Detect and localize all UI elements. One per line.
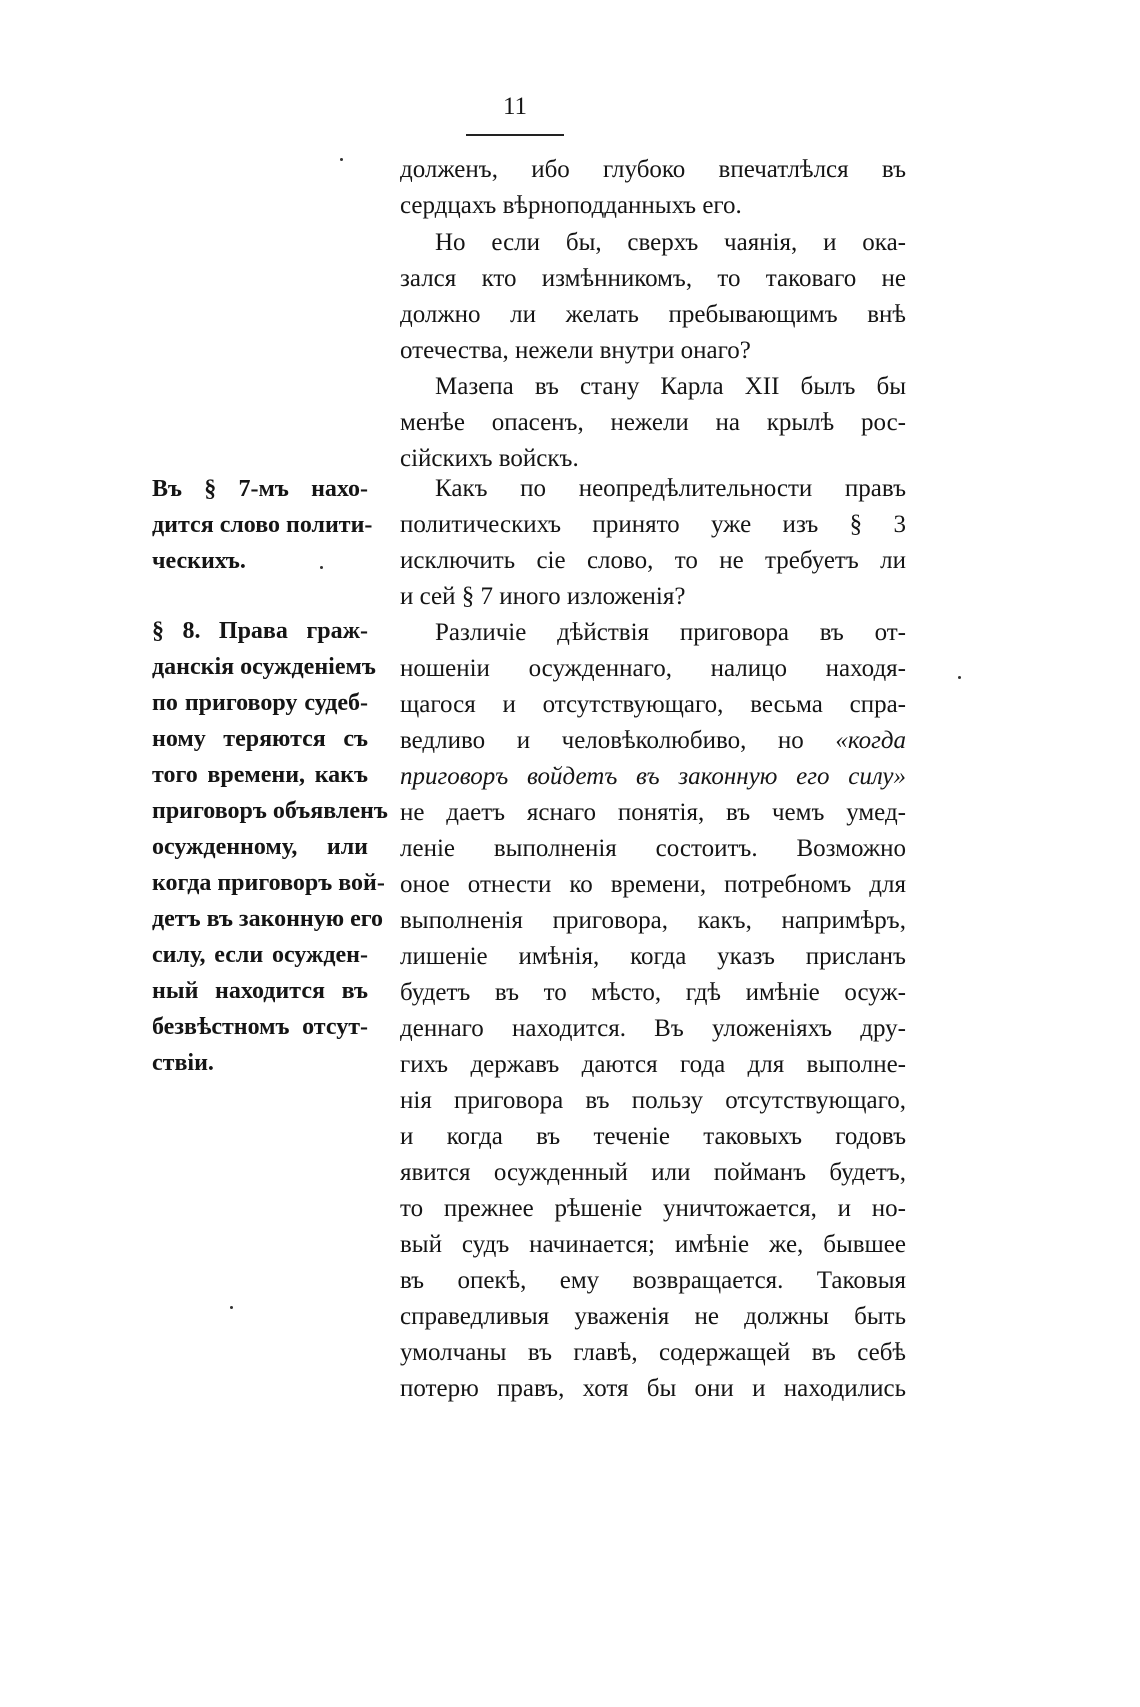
scan-speck (320, 566, 323, 569)
body-line: умолчаны въ главѣ, содержащей въ себѣ (400, 1339, 906, 1366)
margin-note-line: приговоръ объявленъ (152, 798, 388, 824)
margin-note-line: ный находится въ (152, 978, 368, 1004)
margin-note-line: осужденному, или (152, 834, 368, 860)
body-line-conj: но (777, 727, 836, 754)
body-line: щагося и отсутствующаго, весьма спра- (400, 691, 906, 718)
body-line: въ опекѣ, ему возвращается. Таковыя (400, 1267, 906, 1294)
page-number: 11 (502, 93, 528, 120)
body-line: политическихъ принято уже изъ § 3 (400, 511, 906, 538)
margin-note-line: Въ § 7-мъ нахо- (152, 476, 368, 502)
body-line: справедливыя уваженія не должны быть (400, 1303, 906, 1330)
scan-speck (340, 158, 343, 161)
body-line: Но если бы, сверхъ чаянія, и ока- (435, 229, 906, 256)
page-number-rule (466, 134, 564, 136)
body-line: будетъ въ то мѣсто, гдѣ имѣніе осуж- (400, 979, 906, 1006)
body-line: нія приговора въ пользу отсутствующаго, (400, 1087, 906, 1114)
margin-note-line: ческихъ. (152, 548, 246, 574)
margin-note-line: силу, если осужден- (152, 942, 368, 968)
margin-note-line: того времени, какъ (152, 762, 368, 788)
body-line: леніе выполненія состоитъ. Возможно (400, 835, 906, 862)
body-line: не даетъ яснаго понятія, въ чемъ умед- (400, 799, 906, 826)
scan-speck (230, 1306, 233, 1309)
body-line: сійскихъ войскъ. (400, 445, 579, 472)
body-line: потерю правъ, хотя бы они и находились (400, 1375, 906, 1402)
margin-note-line: когда приговоръ вой- (152, 870, 385, 896)
margin-note-line: дится слово полити- (152, 512, 373, 538)
body-line: ношеніи осужденнаго, налицо находя- (400, 655, 906, 682)
body-line: зался кто измѣнникомъ, то таковаго не (400, 265, 906, 292)
body-line: выполненія приговора, какъ, напримѣръ, (400, 907, 906, 934)
body-line: деннаго находится. Въ уложеніяхъ дру- (400, 1015, 906, 1042)
margin-note-line: данскія осужденіемъ (152, 654, 376, 680)
body-line: Какъ по неопредѣлительности правъ (435, 475, 906, 502)
body-line: оное отнести ко времени, потребномъ для (400, 871, 906, 898)
body-line: долженъ, ибо глубоко впечатлѣлся въ (400, 156, 906, 183)
margin-note-line: по приговору судеб- (152, 690, 368, 716)
body-line: то прежнее рѣшеніе уничтожается, и но- (400, 1195, 906, 1222)
body-line-lead: ведливо и человѣколюбиво, (400, 727, 747, 754)
body-line: сердцахъ вѣрноподданныхъ его. (400, 192, 742, 219)
body-line: лишеніе имѣнія, когда указъ присланъ (400, 943, 906, 970)
body-line: и сей § 7 иного изложенія? (400, 583, 686, 610)
body-line: явится осужденный или пойманъ будетъ, (400, 1159, 906, 1186)
margin-note-line: ствіи. (152, 1050, 214, 1076)
body-line: должно ли желать пребывающимъ внѣ (400, 301, 906, 328)
body-line-quote: «когда (835, 727, 906, 754)
body-line: вый судъ начинается; имѣніе же, бывшее (400, 1231, 906, 1258)
margin-note-line: § 8. Права граж- (152, 618, 368, 644)
body-line: менѣе опасенъ, нежели на крылѣ рос- (400, 409, 906, 436)
body-line: Различіе дѣйствія приговора въ от- (435, 619, 906, 646)
body-line: исключить сіе слово, то не требуетъ ли (400, 547, 906, 574)
body-line (400, 726, 906, 756)
body-line: отечества, нежели внутри онаго? (400, 337, 751, 364)
body-line: Мазепа въ стану Карла XII былъ бы (435, 373, 906, 400)
margin-note-line: ному теряются съ (152, 726, 368, 752)
body-line: гихъ державъ даются года для выполне- (400, 1051, 906, 1078)
margin-note-line: детъ въ законную его (152, 906, 384, 932)
body-line-italic: приговоръ войдетъ въ законную его силу» (400, 763, 906, 790)
margin-note-line: безвѣстномъ отсут- (152, 1014, 368, 1040)
body-line: и когда въ теченіе таковыхъ годовъ (400, 1123, 906, 1150)
scan-speck (958, 676, 961, 679)
